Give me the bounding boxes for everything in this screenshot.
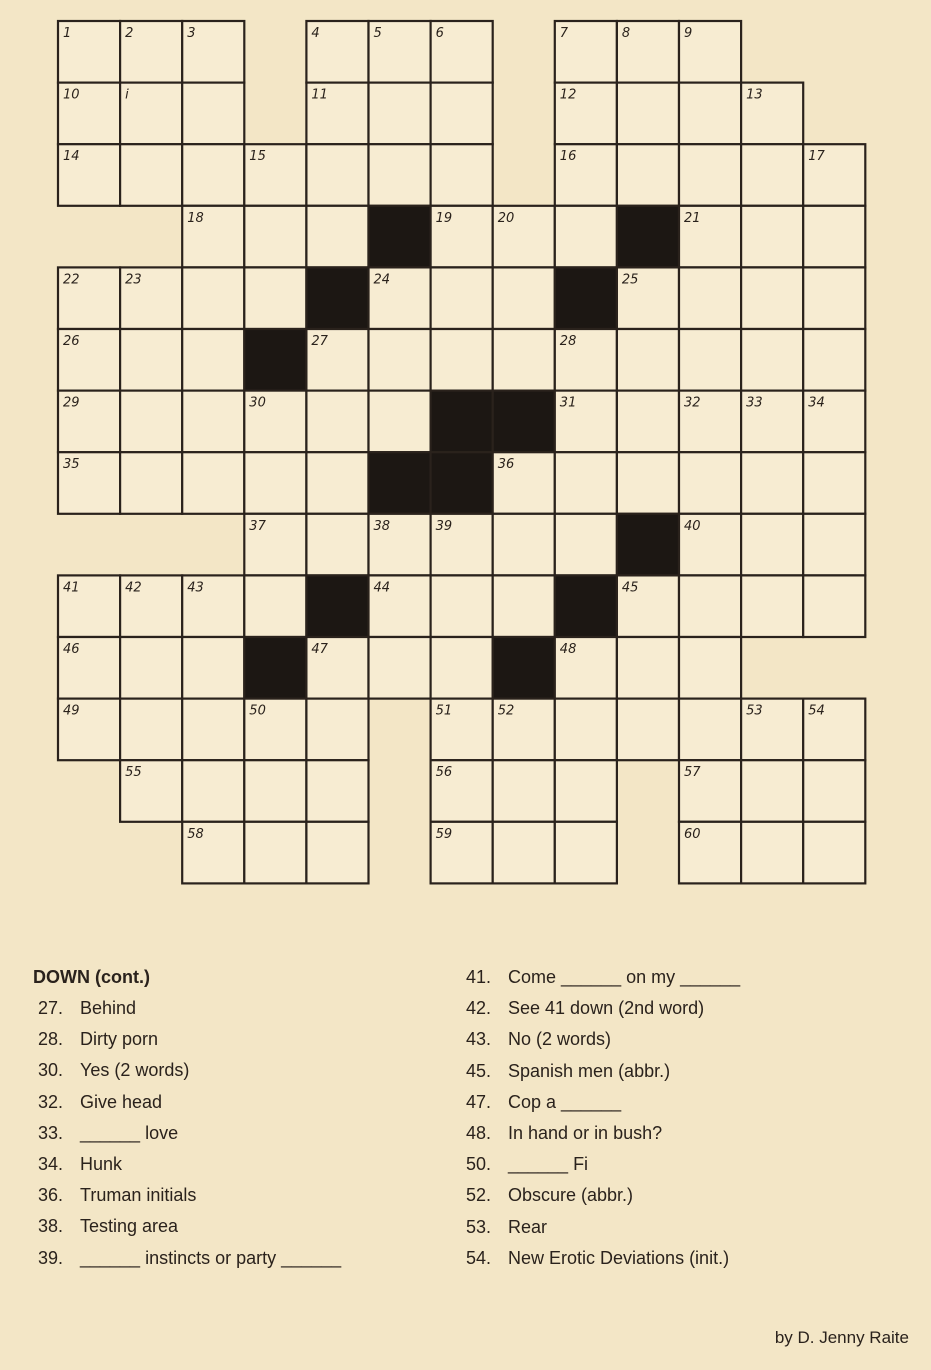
clue-number: 33. xyxy=(37,1122,63,1143)
grid-cell[interactable] xyxy=(493,452,555,514)
grid-cell[interactable] xyxy=(306,21,368,83)
grid-block xyxy=(555,267,617,329)
cell-number: 32 xyxy=(684,395,701,411)
grid-cell[interactable] xyxy=(617,83,679,145)
cell-number: 57 xyxy=(684,765,701,781)
cell-number: 60 xyxy=(684,826,701,842)
grid-cell[interactable] xyxy=(493,514,555,576)
clue-number: 47. xyxy=(465,1091,491,1112)
grid-cell[interactable] xyxy=(244,144,306,206)
grid-cell[interactable] xyxy=(58,391,120,453)
grid-cell[interactable] xyxy=(617,575,679,637)
grid-cell[interactable] xyxy=(803,514,865,576)
cell-number: 10 xyxy=(63,87,80,103)
grid-cell[interactable] xyxy=(493,699,555,761)
cell-number: 36 xyxy=(497,457,515,473)
grid-cell[interactable] xyxy=(555,144,617,206)
clue-text: ______ Fi xyxy=(508,1154,589,1175)
grid-cell[interactable] xyxy=(803,206,865,268)
clues-heading: DOWN (cont.) xyxy=(33,967,150,987)
grid-cell[interactable] xyxy=(679,514,741,576)
grid-cell[interactable] xyxy=(369,144,431,206)
clue-number: 36. xyxy=(37,1185,63,1206)
grid-cell[interactable] xyxy=(244,822,306,884)
clue-text: See 41 down (2nd word) xyxy=(508,998,705,1019)
grid-cell[interactable] xyxy=(493,267,555,329)
grid-cell[interactable] xyxy=(555,83,617,145)
grid-cell[interactable] xyxy=(431,21,493,83)
cell-number: 9 xyxy=(684,26,693,41)
grid-cell[interactable] xyxy=(182,822,244,884)
grid-cell[interactable] xyxy=(431,267,493,329)
grid-cell[interactable] xyxy=(493,206,555,268)
grid-cell[interactable] xyxy=(555,206,617,268)
grid-cell[interactable] xyxy=(679,822,741,884)
grid-cell[interactable] xyxy=(120,83,182,145)
grid-cell[interactable] xyxy=(555,637,617,699)
clue-item xyxy=(33,993,433,1024)
grid-cell[interactable] xyxy=(182,329,244,391)
clue-item xyxy=(33,1118,433,1149)
grid-cell[interactable] xyxy=(741,760,803,822)
grid-cell[interactable] xyxy=(741,699,803,761)
cell-number: 18 xyxy=(187,210,204,226)
clue-item xyxy=(461,993,921,1024)
grid-cell[interactable] xyxy=(617,329,679,391)
clue-number: 45. xyxy=(465,1060,491,1081)
clue-text: In hand or in bush? xyxy=(508,1122,663,1143)
clue-number: 48. xyxy=(465,1122,491,1143)
grid-cell[interactable] xyxy=(306,514,368,576)
grid-cell[interactable] xyxy=(679,206,741,268)
cell-number: 59 xyxy=(435,826,453,842)
clue-item xyxy=(461,1243,921,1274)
grid-cell[interactable] xyxy=(555,452,617,514)
grid-cell[interactable] xyxy=(58,144,120,206)
grid-cell[interactable] xyxy=(803,391,865,453)
cell-number: 20 xyxy=(497,210,515,226)
grid-cell[interactable] xyxy=(803,452,865,514)
grid-block xyxy=(431,452,493,514)
clue-text: ______ instincts or party ______ xyxy=(80,1247,342,1268)
grid-cell[interactable] xyxy=(306,329,368,391)
clue-text: Rear xyxy=(508,1216,548,1237)
grid-block xyxy=(369,452,431,514)
clue-item xyxy=(33,1149,433,1180)
grid-cell[interactable] xyxy=(244,699,306,761)
clue-item xyxy=(33,1087,433,1118)
grid-cell[interactable] xyxy=(58,83,120,145)
cell-number: 8 xyxy=(621,26,631,41)
cell-number: 7 xyxy=(559,26,569,41)
grid-cell[interactable] xyxy=(244,575,306,637)
grid-cell[interactable] xyxy=(803,822,865,884)
cell-number: 28 xyxy=(559,334,577,349)
grid-cell[interactable] xyxy=(369,267,431,329)
grid-block xyxy=(306,267,368,329)
grid-cell[interactable] xyxy=(555,514,617,576)
grid-cell[interactable] xyxy=(741,822,803,884)
grid-cell[interactable] xyxy=(679,144,741,206)
grid-block xyxy=(493,637,555,699)
clue-item xyxy=(461,962,921,993)
clue-number: 30. xyxy=(37,1060,63,1081)
grid-cell[interactable] xyxy=(555,822,617,884)
cell-number: 21 xyxy=(684,210,701,226)
clue-item xyxy=(33,1024,433,1055)
author-credit: by D. Jenny Raite xyxy=(774,1328,909,1347)
grid-cell[interactable] xyxy=(120,144,182,206)
grid-cell[interactable] xyxy=(58,637,120,699)
clue-number: 41. xyxy=(465,967,491,987)
clue-number: 53. xyxy=(465,1216,491,1237)
cell-number: 51 xyxy=(435,703,453,719)
clue-item xyxy=(461,1024,921,1055)
grid-cell[interactable] xyxy=(679,637,741,699)
grid-cell[interactable] xyxy=(369,83,431,145)
grid-cell[interactable] xyxy=(306,699,368,761)
grid-block xyxy=(617,206,679,268)
cell-number: 41 xyxy=(63,580,80,596)
clue-text: Yes (2 words) xyxy=(80,1060,190,1081)
grid-cell[interactable] xyxy=(741,329,803,391)
cell-number: 34 xyxy=(808,395,825,411)
grid-cell[interactable] xyxy=(431,144,493,206)
clue-item xyxy=(33,1180,433,1211)
grid-block xyxy=(244,637,306,699)
clue-item xyxy=(461,1118,921,1149)
cell-number: 49 xyxy=(63,703,80,719)
grid-cell[interactable] xyxy=(493,822,555,884)
grid-cell[interactable] xyxy=(431,514,493,576)
grid-cell[interactable] xyxy=(369,391,431,453)
grid-cell[interactable] xyxy=(369,575,431,637)
cell-number: 22 xyxy=(63,272,80,288)
grid-cell[interactable] xyxy=(803,699,865,761)
grid-cell[interactable] xyxy=(120,452,182,514)
down-clues-left-column xyxy=(33,962,433,1274)
cell-number: 58 xyxy=(187,826,204,842)
cell-number: 6 xyxy=(435,26,444,41)
cell-number: 35 xyxy=(63,457,80,473)
cell-number: 48 xyxy=(559,642,577,657)
grid-cell[interactable] xyxy=(306,206,368,268)
grid-cell[interactable] xyxy=(741,206,803,268)
grid-cell[interactable] xyxy=(679,267,741,329)
cell-number: 50 xyxy=(249,703,266,719)
clue-number: 43. xyxy=(465,1029,491,1050)
cell-number: 14 xyxy=(63,149,80,165)
clue-text: Give head xyxy=(80,1091,163,1112)
grid-cell[interactable] xyxy=(244,452,306,514)
grid-cell[interactable] xyxy=(244,391,306,453)
grid-cell[interactable] xyxy=(431,637,493,699)
clue-number: 42. xyxy=(465,998,491,1019)
grid-cell[interactable] xyxy=(803,760,865,822)
cell-number: 55 xyxy=(125,765,142,781)
grid-cell[interactable] xyxy=(431,329,493,391)
grid-cell[interactable] xyxy=(431,760,493,822)
cell-number: 17 xyxy=(808,149,825,165)
clue-text: Truman initials xyxy=(80,1185,197,1206)
clue-item xyxy=(461,1212,921,1243)
grid-cell[interactable] xyxy=(120,267,182,329)
grid-cell[interactable] xyxy=(306,637,368,699)
grid-block xyxy=(244,329,306,391)
grid-block xyxy=(431,391,493,453)
clue-text: Dirty porn xyxy=(80,1029,159,1050)
grid-block xyxy=(617,514,679,576)
grid-cell[interactable] xyxy=(58,575,120,637)
cell-number: 43 xyxy=(187,580,204,596)
grid-cell[interactable] xyxy=(182,267,244,329)
clue-text: Obscure (abbr.) xyxy=(508,1185,634,1206)
clue-number: 52. xyxy=(465,1185,491,1206)
grid-cell[interactable] xyxy=(617,452,679,514)
clue-text: Come ______ on my ______ xyxy=(508,967,741,987)
grid-cell[interactable] xyxy=(182,575,244,637)
grid-cell[interactable] xyxy=(803,575,865,637)
grid-cell[interactable] xyxy=(555,760,617,822)
grid-cell[interactable] xyxy=(803,267,865,329)
cell-number: 53 xyxy=(746,703,763,719)
cell-number: 39 xyxy=(435,518,453,534)
clue-item xyxy=(461,1180,921,1211)
cell-number: 46 xyxy=(63,642,80,657)
cell-number: 29 xyxy=(63,395,80,411)
grid-cell[interactable] xyxy=(306,822,368,884)
grid-cell[interactable] xyxy=(741,391,803,453)
grid-cell[interactable] xyxy=(369,637,431,699)
cell-number: 19 xyxy=(435,210,453,226)
grid-cell[interactable] xyxy=(244,206,306,268)
grid-cell[interactable] xyxy=(431,822,493,884)
cell-number: 30 xyxy=(249,395,266,411)
cell-number: 25 xyxy=(621,272,639,288)
clue-number: 28. xyxy=(37,1029,63,1050)
clue-text: New Erotic Deviations (init.) xyxy=(508,1247,730,1268)
grid-cell[interactable] xyxy=(555,21,617,83)
grid-cell[interactable] xyxy=(120,21,182,83)
grid-cell[interactable] xyxy=(741,575,803,637)
clue-text: Behind xyxy=(80,998,137,1018)
grid-cell[interactable] xyxy=(369,514,431,576)
grid-cell[interactable] xyxy=(679,452,741,514)
cell-number: 16 xyxy=(559,149,577,165)
grid-cell[interactable] xyxy=(58,452,120,514)
clue-number: 38. xyxy=(37,1216,63,1237)
grid-cell[interactable] xyxy=(679,575,741,637)
cell-number: 3 xyxy=(187,26,196,41)
cell-number: 5 xyxy=(373,26,382,41)
grid-cell[interactable] xyxy=(120,699,182,761)
grid-cell[interactable] xyxy=(493,329,555,391)
grid-cell[interactable] xyxy=(431,699,493,761)
cell-number: 15 xyxy=(249,149,266,165)
cell-number: 52 xyxy=(497,703,515,719)
grid-cell[interactable] xyxy=(182,83,244,145)
grid-cell[interactable] xyxy=(679,760,741,822)
grid-cell[interactable] xyxy=(617,144,679,206)
cell-number: 33 xyxy=(746,395,763,411)
grid-cell[interactable] xyxy=(679,391,741,453)
cell-number: 2 xyxy=(125,26,134,41)
grid-cell[interactable] xyxy=(617,699,679,761)
grid-block xyxy=(306,575,368,637)
grid-cell[interactable] xyxy=(741,267,803,329)
clue-number: 54. xyxy=(465,1247,491,1268)
clue-text: ______ love xyxy=(80,1122,179,1143)
clue-item xyxy=(461,1149,921,1180)
grid-cell[interactable] xyxy=(369,21,431,83)
grid-block xyxy=(555,575,617,637)
grid-cell[interactable] xyxy=(493,760,555,822)
grid-cell[interactable] xyxy=(182,637,244,699)
clue-item xyxy=(461,1087,921,1118)
cell-number: 37 xyxy=(249,518,266,534)
down-clues-right-column xyxy=(461,962,921,1274)
grid-cell[interactable] xyxy=(369,329,431,391)
grid-cell[interactable] xyxy=(555,391,617,453)
grid-cell[interactable] xyxy=(182,21,244,83)
cell-number: i xyxy=(125,87,129,103)
cell-number: 12 xyxy=(559,87,577,103)
grid-block xyxy=(369,206,431,268)
grid-cell[interactable] xyxy=(120,637,182,699)
grid-cell[interactable] xyxy=(306,83,368,145)
cell-number: 45 xyxy=(621,580,639,596)
clue-item xyxy=(461,1056,921,1087)
grid-cell[interactable] xyxy=(120,760,182,822)
grid-cell[interactable] xyxy=(617,637,679,699)
clue-text: Testing area xyxy=(80,1216,179,1237)
grid-cell[interactable] xyxy=(120,329,182,391)
grid-cell[interactable] xyxy=(244,267,306,329)
clue-number: 50. xyxy=(465,1154,491,1175)
cell-number: 13 xyxy=(746,87,763,103)
grid-cell[interactable] xyxy=(679,21,741,83)
grid-cell[interactable] xyxy=(803,144,865,206)
grid-cell[interactable] xyxy=(679,83,741,145)
grid-cell[interactable] xyxy=(120,391,182,453)
cell-number: 23 xyxy=(125,272,142,288)
cell-number: 40 xyxy=(684,518,701,534)
cell-number: 38 xyxy=(373,518,391,534)
clue-number: 32. xyxy=(37,1091,63,1112)
grid-cell[interactable] xyxy=(741,144,803,206)
cell-number: 56 xyxy=(435,765,453,781)
grid-cell[interactable] xyxy=(617,267,679,329)
cell-number: 24 xyxy=(373,272,391,288)
cell-number: 11 xyxy=(311,87,328,103)
grid-cell[interactable] xyxy=(555,329,617,391)
grid-cell[interactable] xyxy=(182,391,244,453)
clue-item xyxy=(33,1055,433,1086)
grid-cell[interactable] xyxy=(244,514,306,576)
grid-cell[interactable] xyxy=(58,699,120,761)
grid-cell[interactable] xyxy=(741,83,803,145)
cell-number: 27 xyxy=(311,334,328,349)
cell-number: 47 xyxy=(311,642,328,657)
grid-cell[interactable] xyxy=(617,391,679,453)
clue-text: Cop a ______ xyxy=(508,1091,622,1112)
cell-number: 42 xyxy=(125,580,142,596)
grid-cell[interactable] xyxy=(306,760,368,822)
grid-cell[interactable] xyxy=(741,452,803,514)
cell-number: 1 xyxy=(63,26,72,41)
grid-block xyxy=(493,391,555,453)
cell-number: 31 xyxy=(559,395,577,411)
grid-cell[interactable] xyxy=(58,329,120,391)
grid-cell[interactable] xyxy=(120,575,182,637)
grid-cell[interactable] xyxy=(431,83,493,145)
clue-number: 27. xyxy=(37,998,63,1018)
grid-cell[interactable] xyxy=(741,514,803,576)
clue-item xyxy=(33,1243,433,1274)
grid-cell[interactable] xyxy=(803,329,865,391)
clue-item xyxy=(33,1211,433,1242)
clue-number: 39. xyxy=(37,1247,63,1268)
clue-text: Hunk xyxy=(80,1153,123,1174)
grid-cell[interactable] xyxy=(493,575,555,637)
grid-cell[interactable] xyxy=(182,144,244,206)
grid-cell[interactable] xyxy=(58,267,120,329)
grid-cell[interactable] xyxy=(182,206,244,268)
grid-cell[interactable] xyxy=(58,21,120,83)
grid-cell[interactable] xyxy=(555,699,617,761)
grid-cell[interactable] xyxy=(431,575,493,637)
cell-number: 26 xyxy=(63,334,80,349)
clue-text: No (2 words) xyxy=(508,1029,612,1050)
cell-number: 54 xyxy=(808,703,825,719)
grid-cell[interactable] xyxy=(182,699,244,761)
grid-cell[interactable] xyxy=(431,206,493,268)
grid-cell[interactable] xyxy=(182,452,244,514)
cell-number: 44 xyxy=(373,580,391,596)
clue-number: 34. xyxy=(37,1153,63,1174)
grid-cell[interactable] xyxy=(679,699,741,761)
grid-cell[interactable] xyxy=(306,391,368,453)
cell-number: 4 xyxy=(311,26,320,41)
grid-cell[interactable] xyxy=(679,329,741,391)
grid-cell[interactable] xyxy=(182,760,244,822)
grid-cell[interactable] xyxy=(244,760,306,822)
grid-cell[interactable] xyxy=(306,144,368,206)
clue-text: Spanish men (abbr.) xyxy=(508,1060,671,1081)
grid-cell[interactable] xyxy=(306,452,368,514)
grid-cell[interactable] xyxy=(617,21,679,83)
